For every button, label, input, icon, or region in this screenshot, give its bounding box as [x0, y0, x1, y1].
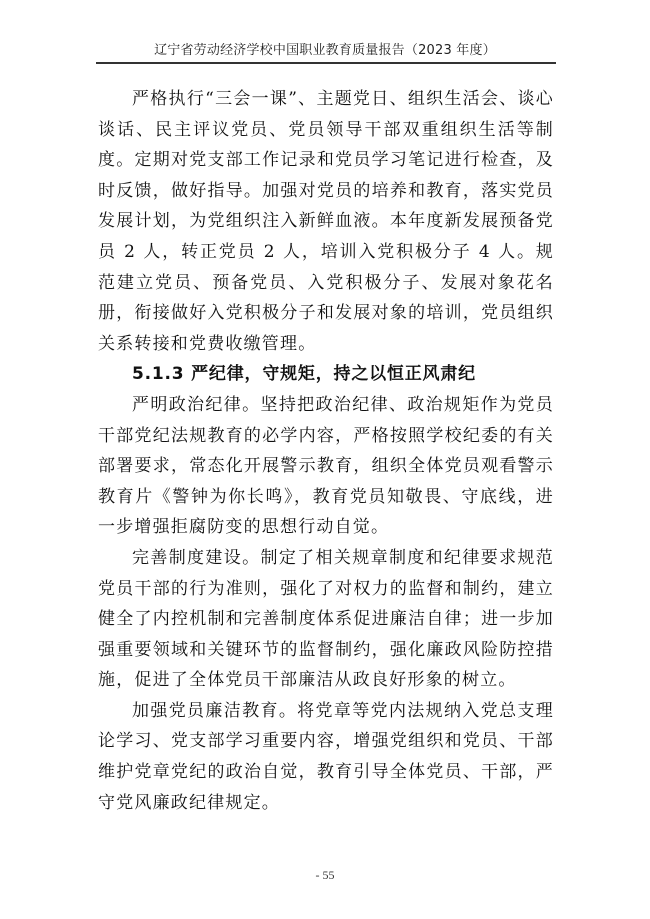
paragraph-organization-life: 严格执行“三会一课”、主题党日、组织生活会、谈心谈话、民主评议党员、党员领导干部双重组织生活等制度。定期对党支部工作记录和党员学习笔记进行检查，及时反馈，做好指导。加强对党员的培养和教育，落实党员发展计划，为党组织注入新鲜血液。本年度新发展预备党员 2 人，转正党员 2 人，培训入党积极分子 4 人。规范建立党员、预备党员、入党积极分子、发展对象花名册，衔接做好入党积极分子和发展对象的培训，党员组织关系转接和党费收缴管理。: [98, 89, 554, 354]
page-number: - 55: [315, 868, 335, 882]
header-divider: [96, 62, 556, 64]
paragraph-political-discipline: 严明政治纪律。坚持把政治纪律、政治规矩作为党员干部党纪法规教育的必学内容，严格按照学校纪委的有关部署要求，常态化开展警示教育，组织全体党员观看警示教育片《警钟为你长鸣》，教育党员知敬畏、守底线，进一步增强拒腐防变的思想行动自觉。: [98, 394, 554, 538]
document-body: [98, 84, 554, 818]
paragraph-integrity-education: 加强党员廉洁教育。将党章等党内法规纳入党总支理论学习、党支部学习重要内容，增强党组织和党员、干部维护党章党纪的政治自觉，教育引导全体党员、干部，严守党风廉政纪律规定。: [98, 700, 554, 813]
paragraph-system-building: 完善制度建设。制定了相关规章制度和纪律要求规范党员干部的行为准则，强化了对权力的监督和制约，建立健全了内控机制和完善制度体系促进廉洁自律；进一步加强重要领域和关键环节的监督制约，强化廉政风险防控措施，促进了全体党员干部廉洁从政良好形象的树立。: [98, 547, 554, 691]
section-heading-5-1-3: 5.1.3 严纪律，守规矩，持之以恒正风肃纪: [132, 364, 476, 385]
page-header-title: 辽宁省劳动经济学校中国职业教育质量报告（2023 年度）: [154, 43, 496, 58]
